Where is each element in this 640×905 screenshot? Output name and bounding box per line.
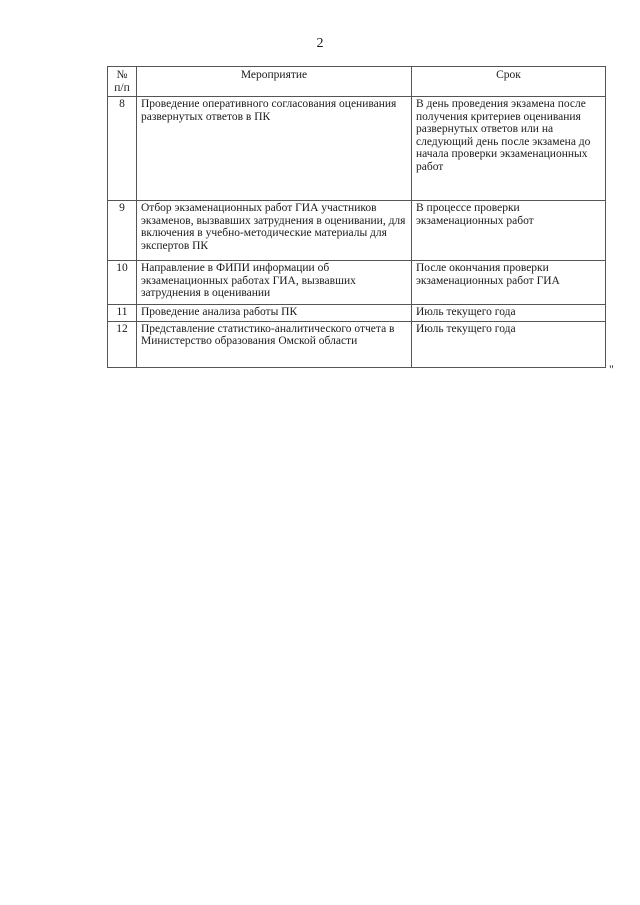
row-num: 9 xyxy=(108,201,137,261)
page-number: 2 xyxy=(316,36,324,51)
table-header-row xyxy=(108,67,606,97)
row-event: Отбор экзаменационных работ ГИА участников экзаменов, вызвавших затруднения в оценивании, для включения в учебно-методические материалы для экспертов ПК xyxy=(137,201,412,261)
row-num: 12 xyxy=(108,321,137,367)
row-term: В процессе проверки экзаменационных работ xyxy=(412,201,606,261)
events-table xyxy=(107,66,606,368)
header-event: Мероприятие xyxy=(137,67,412,97)
row-num: 10 xyxy=(108,261,137,305)
row-term: После окончания проверки экзаменационных работ ГИА xyxy=(412,261,606,305)
table-row xyxy=(108,201,606,261)
row-term: Июль текущего года xyxy=(412,321,606,367)
header-num: № п/п xyxy=(108,67,137,97)
table-row xyxy=(108,305,606,322)
row-term: В день проведения экзамена после получения критериев оценивания развернутых ответов или на следующий день после экзамена до начала проверки экзаменационных работ xyxy=(412,97,606,201)
row-term: Июль текущего года xyxy=(412,305,606,322)
row-num: 8 xyxy=(108,97,137,201)
header-term: Срок xyxy=(412,67,606,97)
row-event: Направление в ФИПИ информации об экзаменационных работах ГИА, вызвавших затруднения в оценивании xyxy=(137,261,412,305)
row-event: Представление статистико-аналитического отчета в Министерство образования Омской области xyxy=(137,321,412,367)
table-row xyxy=(108,321,606,367)
closing-quote: " xyxy=(609,362,614,376)
table-row xyxy=(108,261,606,305)
table-row xyxy=(108,97,606,201)
row-event: Проведение анализа работы ПК xyxy=(137,305,412,322)
row-num: 11 xyxy=(108,305,137,322)
row-event: Проведение оперативного согласования оценивания развернутых ответов в ПК xyxy=(137,97,412,201)
